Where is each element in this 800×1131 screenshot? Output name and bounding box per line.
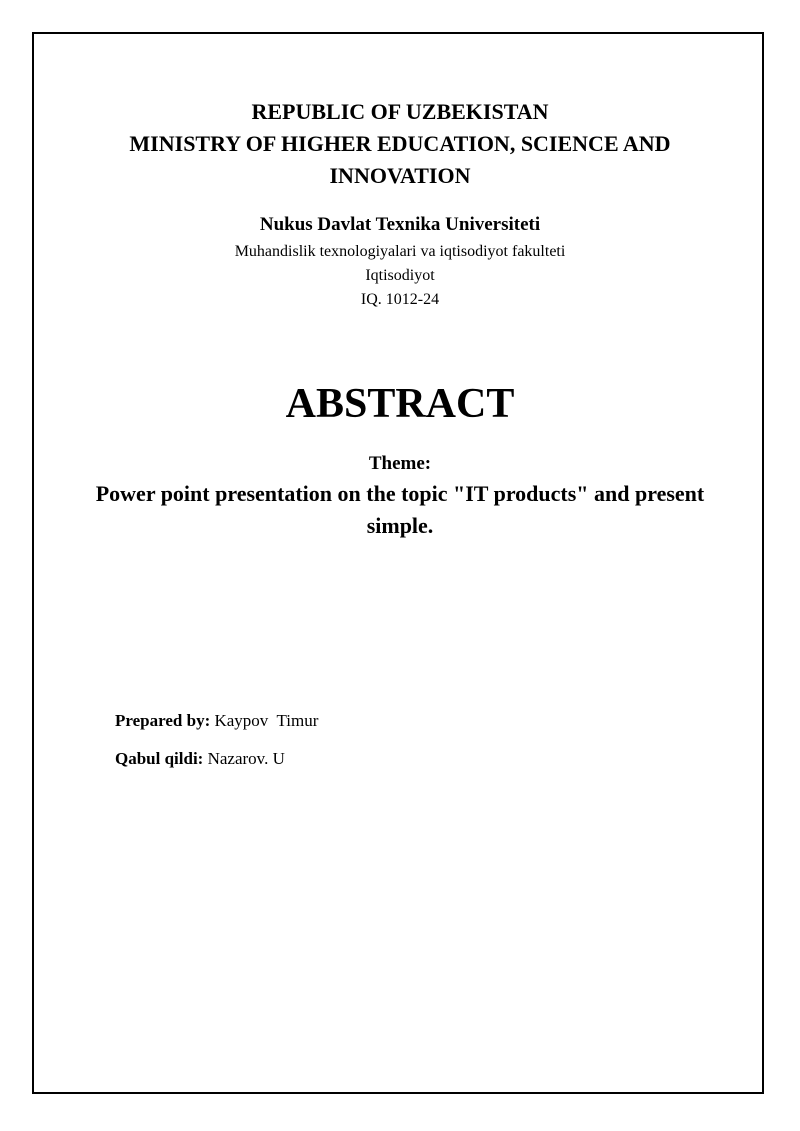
group-code: IQ. 1012-24 (360, 291, 440, 308)
faculty-name: Muhandislik texnologiyalari va iqtisodiyot fakulteti (234, 243, 566, 260)
theme-label: Theme: (368, 453, 432, 474)
ministry-heading: MINISTRY OF HIGHER EDUCATION, SCIENCE AND INNOVATION (129, 131, 671, 188)
prepared-by-value: Kaypov Timur (214, 711, 319, 730)
header-block (0, 96, 800, 192)
prepared-by-label: Prepared by: (115, 711, 211, 730)
prepared-by-line (115, 709, 318, 733)
accepted-by-line (115, 747, 285, 771)
university-name: Nukus Davlat Texnika Universiteti (259, 214, 541, 235)
faculty-block (0, 240, 800, 312)
country-heading: REPUBLIC OF UZBEKISTAN (251, 99, 549, 124)
theme-text: Power point presentation on the topic "IT products" and present simple. (95, 481, 705, 538)
accepted-by-label: Qabul qildi: (115, 749, 204, 768)
accepted-by-value: Nazarov. U (207, 749, 285, 768)
document-title: ABSTRACT (285, 381, 515, 427)
department-name: Iqtisodiyot (365, 267, 435, 284)
